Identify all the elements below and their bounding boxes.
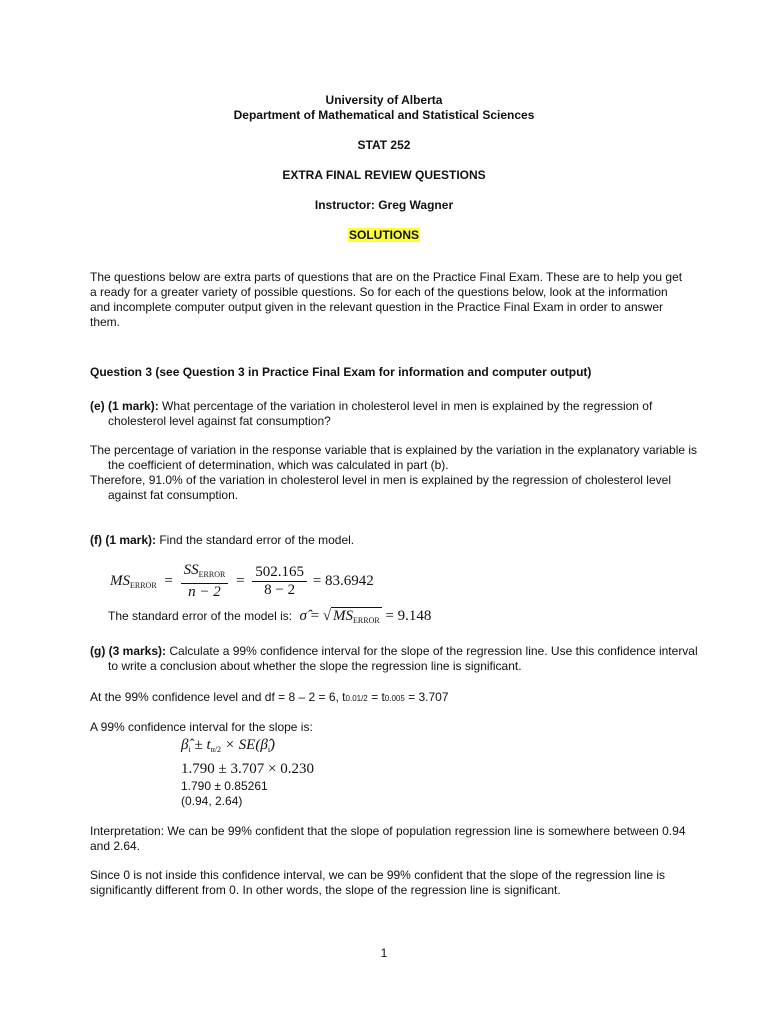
ss-symbol: SS <box>183 562 199 578</box>
part-e-label: (e) (1 mark): <box>90 399 159 413</box>
value-fraction <box>252 564 307 599</box>
university-name: University of Alberta <box>325 93 443 107</box>
ss-subscript: ERROR <box>198 570 226 579</box>
alpha-subscript: α/2 <box>210 745 222 754</box>
se-close: ) <box>270 737 276 753</box>
beta-subscript: i <box>188 745 191 754</box>
t-subscript-1: 0.01/2 <box>345 694 368 703</box>
t-symbol: ± t <box>190 737 211 753</box>
beta-subscript-2: i <box>267 745 271 754</box>
interpretation-paragraph: Interpretation: We can be 99% confident that the slope of population regression line is somewhere between 0.94 and 2.64. <box>90 824 686 853</box>
beta-hat-symbol: β̂ <box>181 737 189 753</box>
part-f-text: Find the standard error of the model. <box>156 533 355 547</box>
part-g-text: Calculate a 99% confidence interval for the slope of the regression line. Use this confidence interval to write a conclusion about whether the slope the regression line is significant. <box>108 644 698 673</box>
part-g-question <box>90 644 708 674</box>
conclusion-paragraph: Since 0 is not inside this confidence interval, we can be 99% confident that the slope of the regression line is significantly different from 0. In other words, the slope of the regression line is significant. <box>90 868 666 897</box>
ci-interval: (0.94, 2.64) <box>181 794 243 808</box>
department-name: Department of Mathematical and Statistical Sciences <box>233 108 535 122</box>
page-number: 1 <box>380 946 388 960</box>
df-text-b: = t <box>367 690 385 704</box>
ci-formula <box>181 737 275 754</box>
header <box>0 93 768 243</box>
ci-intro: A 99% confidence interval for the slope is: <box>90 720 313 734</box>
df-line <box>90 690 690 706</box>
part-g-label: (g) (3 marks): <box>90 644 167 658</box>
ci-calc-line: 1.790 ± 3.707 × 0.230 <box>181 761 314 777</box>
ms-subscript: ERROR <box>130 580 157 590</box>
ms-result: = 83.6942 <box>312 572 374 589</box>
ms-subscript-2: ERROR <box>353 616 380 625</box>
instructor-line: Instructor: Greg Wagner <box>314 198 454 212</box>
intro-paragraph: The questions below are extra parts of questions that are on the Practice Final Exam. These are to help you get a ready for a greater variety of possible questions. So for each of the questions below, look at the information and incomplete computer output given in the relevant question in the Practice Final Exam in order to answer them. <box>90 270 683 329</box>
solutions-row <box>0 228 768 243</box>
n-minus-2: n − 2 <box>188 584 221 600</box>
ci-pm-line: 1.790 ± 0.85261 <box>181 779 268 793</box>
se-open: × SE( <box>221 737 261 753</box>
part-f-question <box>90 533 690 548</box>
ms-symbol: MS <box>110 572 130 589</box>
t-subscript-2: 0.005 <box>384 694 405 703</box>
standard-error-text: The standard error of the model is: <box>108 609 293 623</box>
ss-over-n-fraction <box>181 562 229 601</box>
solutions-label: SOLUTIONS <box>348 228 419 242</box>
sqrt-sign: √ <box>322 608 332 624</box>
beta-hat-symbol-2: β̂ <box>260 737 268 753</box>
df-value: 8 − 2 <box>264 582 296 598</box>
question-3-heading: Question 3 (see Question 3 in Practice Final Exam for information and computer output) <box>90 365 592 379</box>
se-result: = 9.148 <box>385 608 432 624</box>
df-text-a: At the 99% confidence level and df = 8 – 2 = 6, t <box>90 690 346 704</box>
part-f-label: (f) (1 mark): <box>90 533 157 547</box>
sqrt-content <box>331 607 382 625</box>
ss-value: 502.165 <box>252 564 307 582</box>
ms-error-equation: $MS_{ERROR}$ = $\frac{SS_{ERROR}}{n - 2}$ = $\frac{502.165}{8 - 2}$ = 83.6942 <box>110 562 374 600</box>
part-e-answer-1: The percentage of variation in the response variable that is explained by the variation in the explanatory variable is the coefficient of determination, which was calculated in part (b). <box>90 443 698 472</box>
part-e-question <box>90 399 708 429</box>
df-text-c: = 3.707 <box>404 690 449 704</box>
sigma-hat-symbol: σ̂ <box>299 608 307 624</box>
part-e-text: What percentage of the variation in cholesterol level in men is explained by the regression of cholesterol level against fat consumption? <box>108 399 653 428</box>
ms-symbol-2: MS <box>333 608 354 624</box>
standard-error-line: The standard error of the model is: σ̂ = √ $MS_{ERROR} = 9.148$ <box>108 608 432 625</box>
part-e-answer-2: Therefore, 91.0% of the variation in cholesterol level in men is explained by the regression of cholesterol level against fat consumption. <box>90 473 671 502</box>
document-title: EXTRA FINAL REVIEW QUESTIONS <box>282 168 486 182</box>
course-code: STAT 252 <box>357 138 411 152</box>
